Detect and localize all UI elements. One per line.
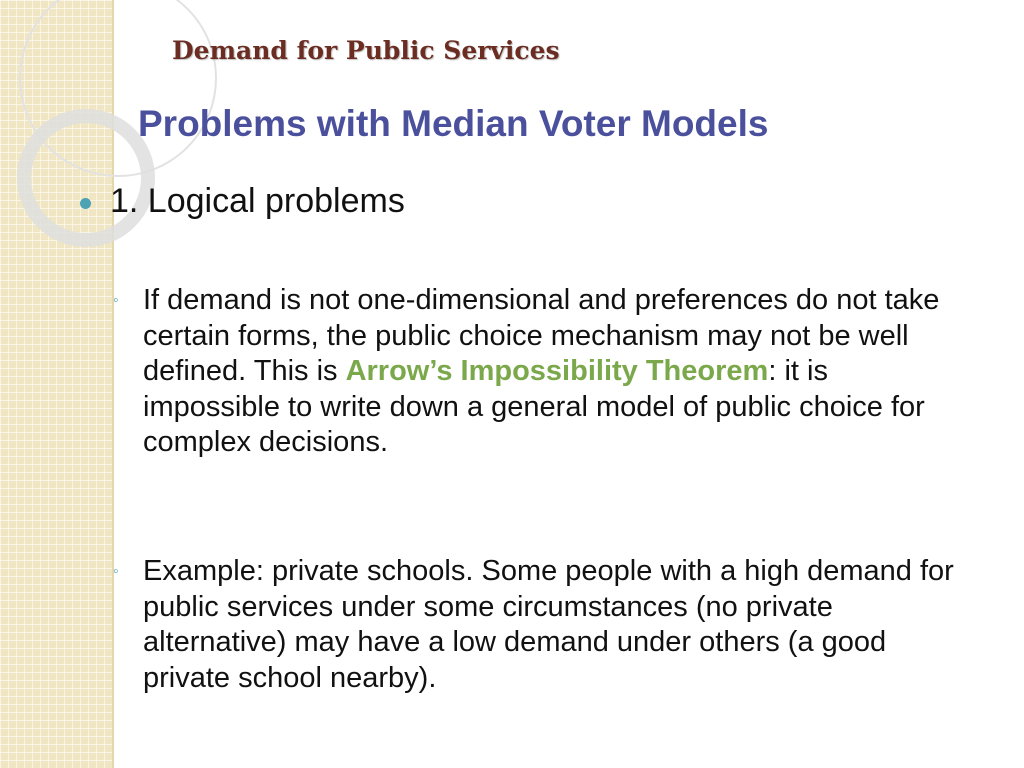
large-ring xyxy=(20,0,216,176)
subpoint-text xyxy=(143,283,963,461)
subpoint-private-schools xyxy=(113,554,963,696)
slide-subtitle: Demand for Public Services xyxy=(172,36,560,65)
subpoint-text-after: : it is impossible to write down a general model of public choice for complex decisions. xyxy=(143,355,925,458)
subpoint-arrows-theorem xyxy=(113,283,963,461)
bullet-dot-icon xyxy=(80,198,91,209)
arrows-theorem-highlight: Arrow’s Impossibility Theorem xyxy=(345,355,769,387)
subpoint-text-before: If demand is not one-dimensional and preferences do not take certain forms, the public choice mechanism may not be well defined. This is xyxy=(143,284,940,387)
hollow-circle-bullet-icon: ◦ xyxy=(113,292,119,309)
hollow-circle-bullet-icon: ◦ xyxy=(113,563,119,580)
bullet-label: 1. Logical problems xyxy=(110,182,405,220)
subpoint-text: Example: private schools. Some people with a high demand for public services under some circumstances (no private alternative) may have a low demand under others (a good private school nearby). xyxy=(143,555,954,694)
slide-title: Problems with Median Voter Models xyxy=(138,103,769,144)
small-ring xyxy=(24,116,148,240)
